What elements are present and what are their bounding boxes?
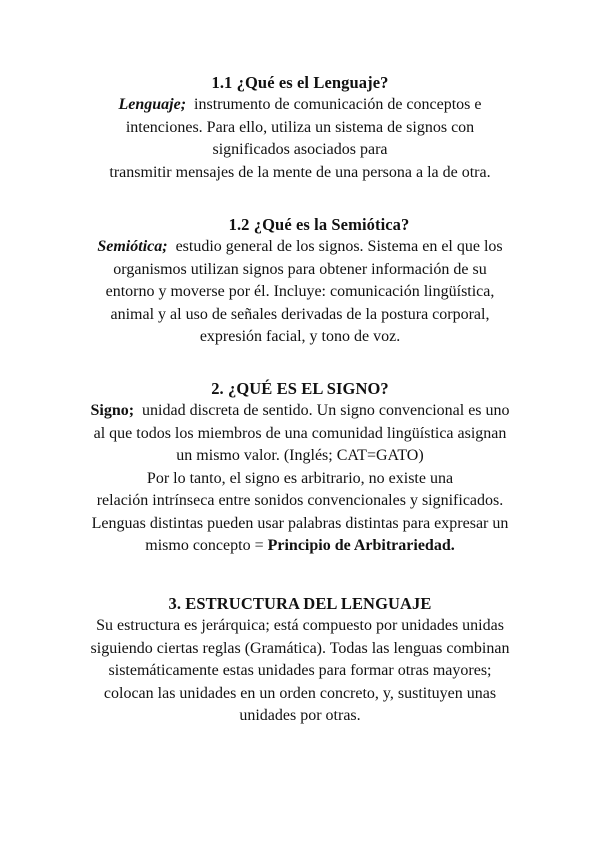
paragraph-line: transmitir mensajes de la mente de una persona a la de otra.	[109, 163, 491, 181]
paragraph-line: unidades por otras.	[239, 707, 361, 724]
heading-lenguaje: 1.1 ¿Qué es el Lenguaje?	[211, 73, 389, 92]
definition-text: instrumento de comunicación de conceptos e	[194, 96, 482, 113]
definition-line	[0, 236, 600, 259]
paragraph-line: animal y al uso de señales derivadas de la postura corporal,	[110, 305, 490, 323]
paragraph-line: Lenguas distintas pueden usar palabras distintas para expresar un	[91, 514, 509, 532]
term-semiotica: Semiótica;	[97, 238, 168, 255]
heading-semiotica: 1.2 ¿Qué es la Semiótica?	[228, 215, 410, 234]
concept-text: mismo concepto =	[145, 537, 264, 554]
definition-line	[0, 400, 600, 423]
term-signo: Signo;	[90, 402, 135, 419]
paragraph-line: entorno y moverse por él. Incluye: comunicación lingüística,	[105, 283, 495, 300]
definition-line	[0, 94, 600, 117]
heading-signo: 2. ¿QUÉ ES EL SIGNO?	[211, 379, 389, 398]
principle-arbitrariedad: Principio de Arbitrariedad.	[267, 537, 455, 554]
paragraph-line: organismos utilizan signos para obtener información de su	[113, 260, 487, 278]
paragraph-line: al que todos los miembros de una comunidad lingüística asignan	[93, 424, 507, 442]
section-signo	[0, 378, 600, 558]
paragraph-line: un mismo valor. (Inglés; CAT=GATO)	[176, 447, 424, 464]
paragraph-line: Su estructura es jerárquica; está compuesto por unidades unidas	[96, 617, 504, 634]
definition-text: unidad discreta de sentido. Un signo convencional es uno	[142, 402, 510, 419]
paragraph-line: relación intrínseca entre sonidos convencionales y significados.	[96, 492, 504, 509]
paragraph-line: siguiendo ciertas reglas (Gramática). Todas las lenguas combinan	[90, 639, 510, 657]
heading-estructura: 3. ESTRUCTURA DEL LENGUAJE	[168, 594, 432, 613]
paragraph-line: sistemáticamente estas unidades para formar otras mayores;	[108, 662, 492, 679]
paragraph-line	[0, 535, 600, 558]
paragraph-line: significados asociados para	[212, 141, 388, 158]
paragraph-line: expresión facial, y tono de voz.	[199, 328, 401, 345]
term-lenguaje: Lenguaje;	[118, 96, 187, 113]
definition-text: estudio general de los signos. Sistema en el que los	[175, 238, 503, 255]
section-lenguaje	[0, 72, 600, 184]
paragraph-line: intenciones. Para ello, utiliza un sistema de signos con	[125, 118, 475, 136]
section-estructura	[0, 593, 600, 728]
paragraph-line: colocan las unidades en un orden concreto, y, sustituyen unas	[103, 684, 497, 702]
section-semiotica	[0, 214, 600, 349]
paragraph-line: Por lo tanto, el signo es arbitrario, no existe una	[146, 469, 454, 487]
